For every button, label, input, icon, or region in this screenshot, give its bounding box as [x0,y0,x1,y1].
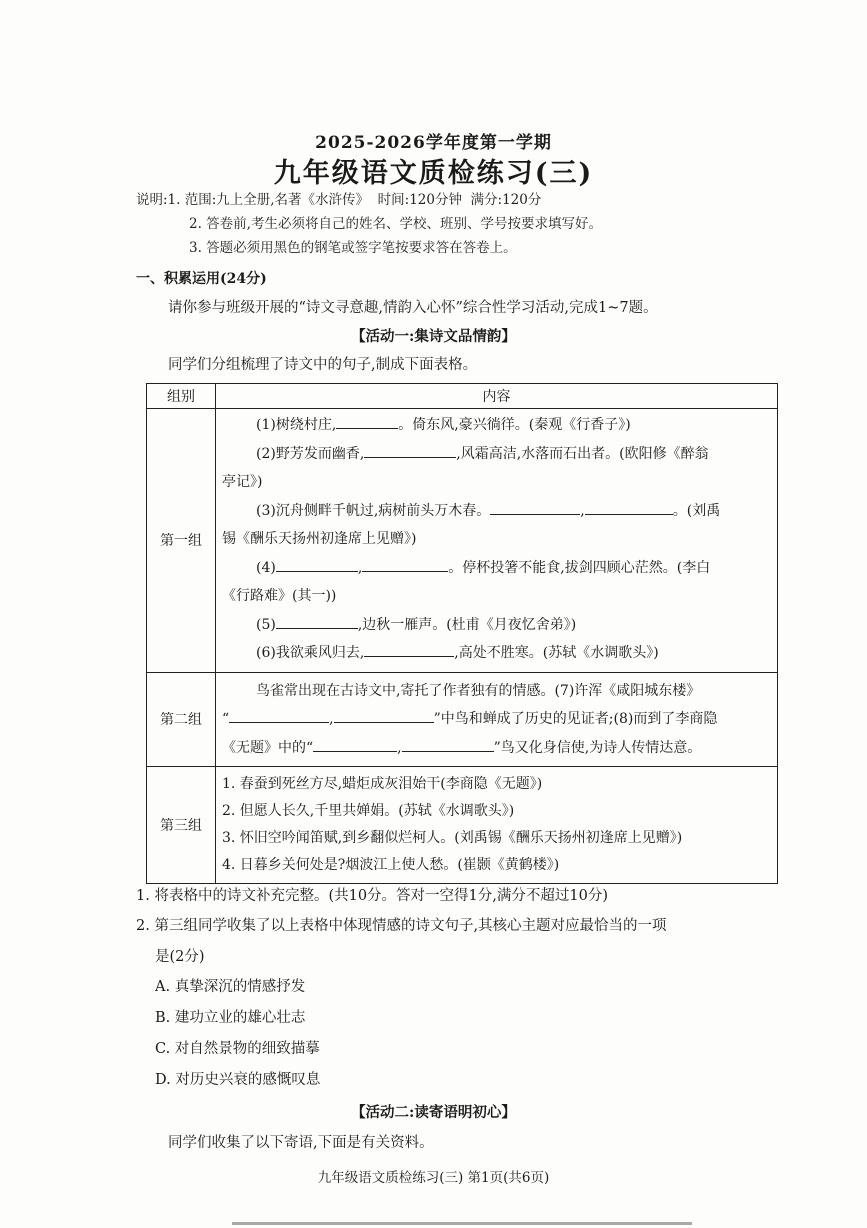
g2-l3a: 《无题》中的“ [222,739,314,756]
activity1-heading: 【活动一:集诗文品情韵】 [351,328,516,345]
g2-l2a: “ [222,711,230,727]
answer-blank-10[interactable] [334,707,434,723]
g1-l3b: , [580,502,585,519]
g2-l1: 鸟雀常出现在古诗文中,寄托了作者独有的情感。(7)许浑《咸阳城东楼》 [256,682,701,699]
answer-blank-12[interactable] [402,736,494,752]
answer-blank-9[interactable] [229,707,329,723]
exam-notes [136,188,602,260]
answer-blank-2[interactable] [364,442,456,458]
table-header-content: 内容 [216,384,778,409]
g1-l1a: (1)树绕村庄, [256,417,337,433]
question-2-line1: 2. 第三组同学收集了以上表格中体现情感的诗文句子,其核心主题对应最恰当的一项 [136,918,667,934]
activity2-intro: 同学们收集了以下寄语,下面是有关资料。 [168,1135,434,1151]
section-heading: 一、积累运用(24分) [136,271,267,287]
answer-blank-6[interactable] [362,556,448,572]
answer-blank-4[interactable] [585,499,673,515]
group3-item: 2. 但愿人长久,千里共婵娟。(苏轼《水调歌头》) [222,803,515,819]
answer-blank-1[interactable] [336,413,398,429]
note-line-1: 说明:1. 范围:九上全册,名著《水浒传》 时间:120分钟 满分:120分 [136,192,542,208]
g1-l2c: 亭记》) [222,474,263,490]
option-a[interactable]: A. 真挚深沉的情感抒发 [155,979,306,995]
table-row-group3 [147,767,778,884]
question-1: 1. 将表格中的诗文补充完整。(共10分。答对一空得1分,满分不超过10分) [136,888,608,904]
school-year: 2025-2026学年度第一学期 [315,133,552,153]
g1-l4b: , [357,559,363,576]
g1-l3a: (3)沉舟侧畔千帆过,病树前头万木春。 [256,502,491,519]
activity2-heading: 【活动二:读寄语明初心】 [351,1104,516,1121]
g1-l4d: 《行路难》(其一)) [222,588,337,604]
g1-l4a: (4) [256,559,276,576]
g1-l3c: 。(刘禹 [672,502,721,519]
g2-l2c: ”中鸟和蝉成了历史的见证者;(8)而到了李商隐 [433,711,718,727]
answer-blank-3[interactable] [490,499,580,515]
answer-blank-5[interactable] [276,556,358,572]
group3-item: 4. 日暮乡关何处是?烟波江上使人愁。(崔颢《黄鹤楼》) [222,857,560,873]
activity1-intro: 同学们分组梳理了诗文中的句子,制成下面表格。 [168,357,478,373]
answer-blank-7[interactable] [276,613,358,629]
table-header-row [147,384,778,409]
table-header-group: 组别 [147,384,216,409]
table-row-group2 [147,672,778,767]
poetry-table [146,383,778,884]
g1-l2a: (2)野芳发而幽香, [256,445,365,462]
bottom-edge-line [232,1222,692,1225]
group3-item: 1. 春蚕到死丝方尽,蜡炬成灰泪始干(李商隐《无题》) [222,776,543,792]
group3-content [216,767,778,884]
group1-content [216,409,778,673]
note-line-3: 3. 答题必须用黑色的钢笔或签字笔按要求答在答卷上。 [189,240,517,256]
answer-blank-8[interactable] [364,641,454,657]
group3-item: 3. 怀旧空吟闻笛赋,到乡翻似烂柯人。(刘禹锡《酬乐天扬州初逢席上见赠》) [222,830,683,846]
group2-content [216,672,778,767]
question-2-line2: 是(2分) [155,949,205,965]
g1-l1b: 。倚东风,豪兴徜徉。(秦观《行香子》) [398,417,631,433]
answer-blank-11[interactable] [313,736,397,752]
page-footer: 九年级语文质检练习(三) 第1页(共6页) [317,1170,550,1186]
group3-label: 第三组 [147,767,216,884]
option-c[interactable]: C. 对自然景物的细致描摹 [155,1041,320,1057]
g1-l6a: (6)我欲乘风归去, [256,645,365,661]
g1-l2b: ,风霜高洁,水落而石出者。(欧阳修《醉翁 [456,445,709,462]
group2-label: 第二组 [147,672,216,767]
section-intro: 请你参与班级开展的“诗文寻意趣,情韵入心怀”综合性学习活动,完成1~7题。 [168,300,658,316]
table-row-group1 [147,409,778,673]
group1-label: 第一组 [147,409,216,673]
option-b[interactable]: B. 建功立业的雄心壮志 [155,1010,306,1026]
g2-l2b: , [329,711,334,727]
note-line-2: 2. 答卷前,考生必须将自己的姓名、学校、班别、学号按要求填写好。 [189,216,602,232]
g2-l3c: ”鸟又化身信使,为诗人传情达意。 [493,739,702,756]
g1-l5b: ,边秋一雁声。(杜甫《月夜忆舍弟》) [357,616,577,633]
g1-l4c: 。停杯投箸不能食,拔剑四顾心茫然。(李白 [448,559,711,576]
g1-l6b: ,高处不胜寒。(苏轼《水调歌头》) [454,645,659,661]
g1-l3d: 锡《酬乐天扬州初逢席上见赠》) [222,531,417,547]
g1-l5a: (5) [256,616,276,633]
option-d[interactable]: D. 对历史兴衰的感慨叹息 [155,1072,321,1088]
exam-title: 九年级语文质检练习(三) [273,158,594,189]
g2-l3b: , [397,739,402,756]
